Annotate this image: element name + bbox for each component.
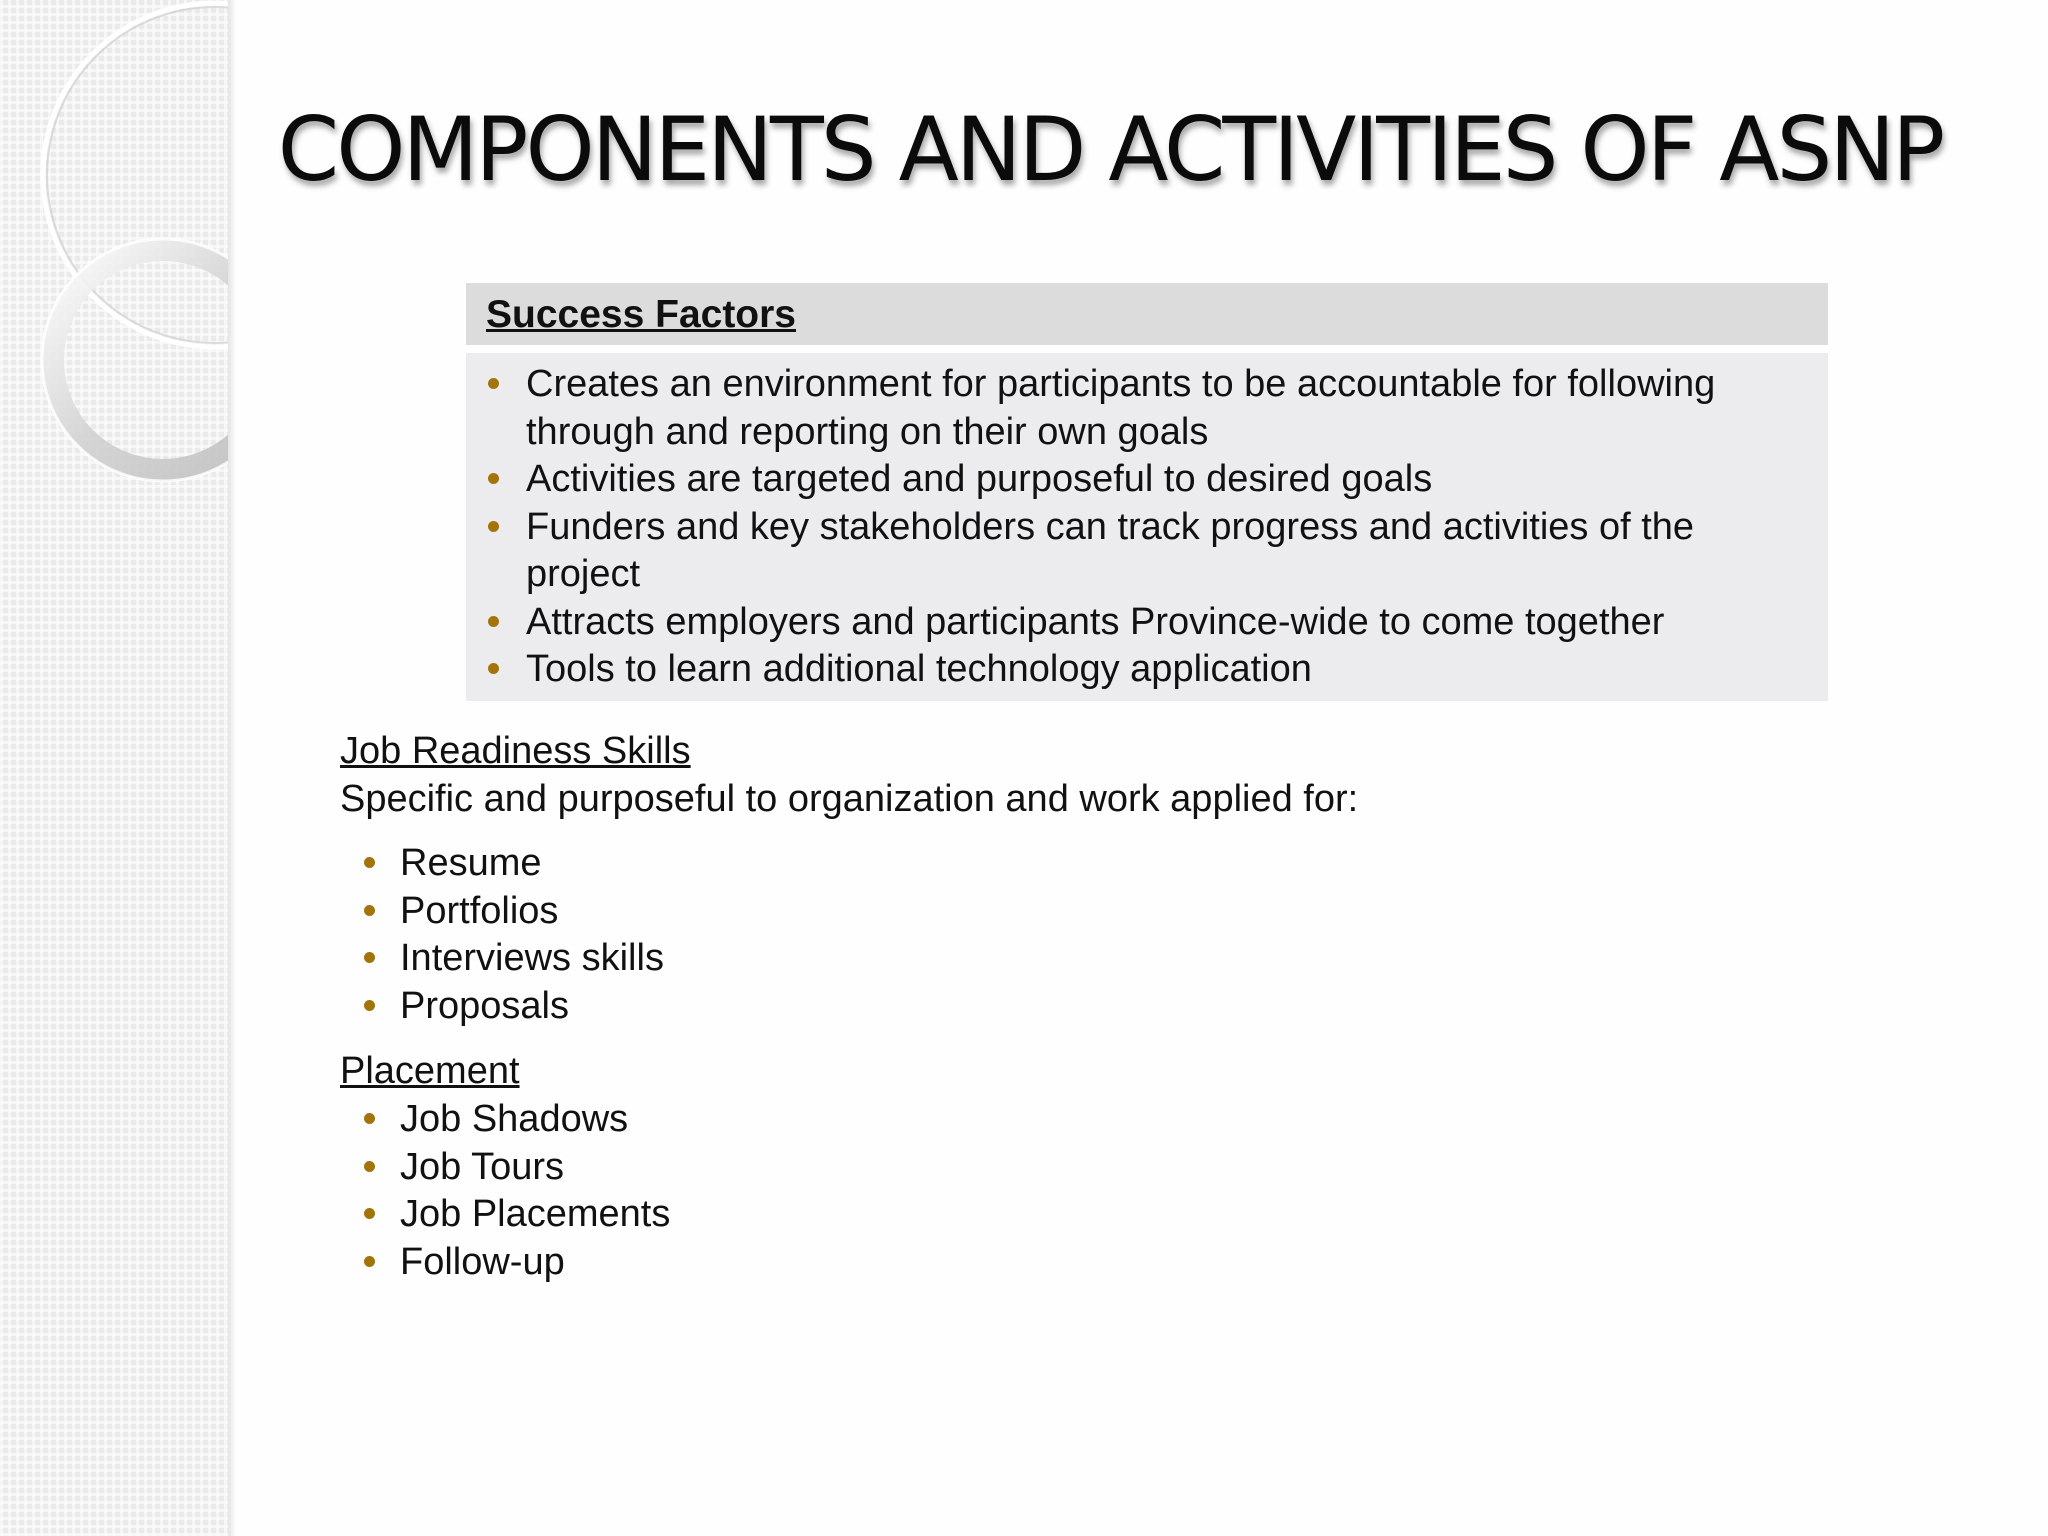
list-item: Follow-up [400,1239,670,1287]
success-factors-box [466,353,1828,701]
list-item: Funders and key stakeholders can track progress and activities of the project [526,504,1796,599]
job-readiness-list [400,840,664,1030]
success-factors-list [526,361,1796,694]
list-item: Tools to learn additional technology application [526,646,1796,694]
list-item: Job Placements [400,1191,670,1239]
list-item: Proposals [400,983,664,1031]
decorative-side-panel [0,0,228,1536]
decorative-rings-graphic [0,0,228,1536]
success-factors-heading: Success Factors [486,293,797,336]
list-item: Attracts employers and participants Province-wide to come together [526,599,1796,647]
job-readiness-subtitle: Specific and purposeful to organization and work applied for: [340,778,1359,820]
list-item: Job Shadows [400,1096,670,1144]
list-item: Creates an environment for participants to be accountable for following through and reporting on their own goals [526,361,1796,456]
slide-title: COMPONENTS AND ACTIVITIES OF ASNP [277,98,1943,201]
placement-heading: Placement [340,1050,520,1092]
list-item: Portfolios [400,888,664,936]
list-item: Interviews skills [400,935,664,983]
side-panel-shadow [228,0,236,1536]
list-item: Resume [400,840,664,888]
placement-list [400,1096,670,1286]
list-item: Job Tours [400,1144,670,1192]
list-item: Activities are targeted and purposeful to desired goals [526,456,1796,504]
success-factors-header [466,283,1828,345]
job-readiness-heading: Job Readiness Skills [340,730,691,772]
